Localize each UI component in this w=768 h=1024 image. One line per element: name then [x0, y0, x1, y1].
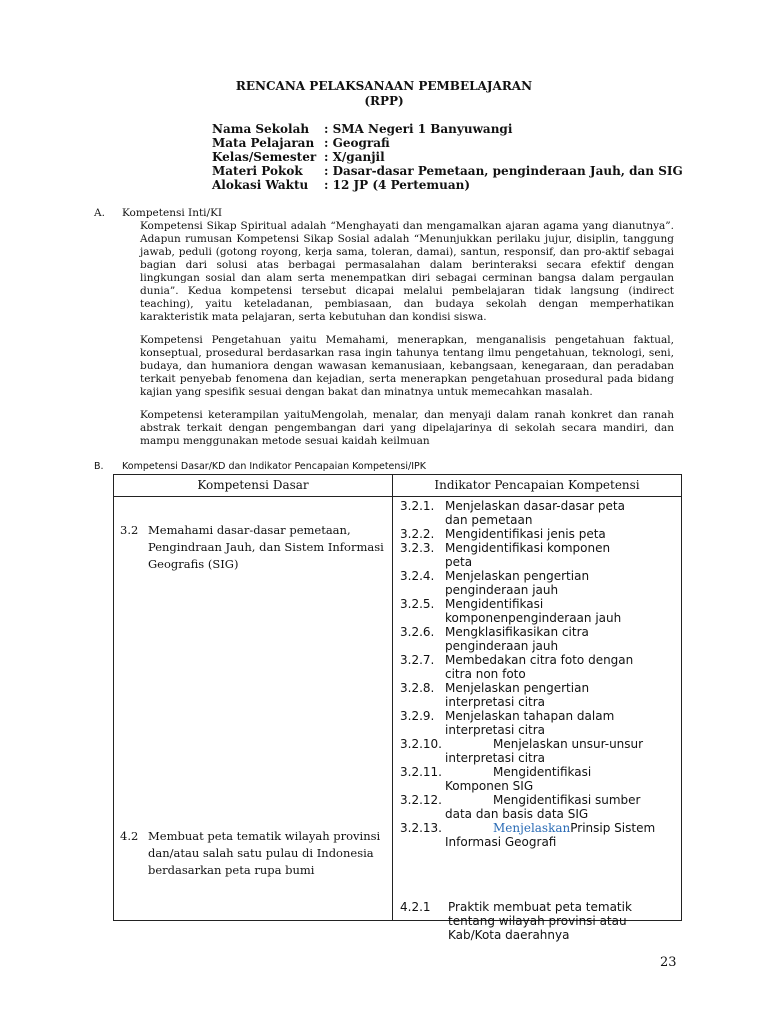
kd-number: 3.2	[120, 523, 139, 537]
ipk-text: Membedakan citra foto dengan	[445, 653, 634, 667]
ipk-number: 3.2.5.	[400, 597, 435, 611]
ipk-continuation: Komponen SIG	[445, 779, 534, 793]
ipk-item	[400, 569, 677, 583]
info-label: Materi Pokok	[212, 164, 303, 178]
ipk-text: Mengidentifikasi	[445, 597, 544, 611]
info-value: : Geografi	[324, 136, 390, 150]
section-b-marker: B.	[94, 461, 104, 472]
ipk-item	[400, 681, 677, 695]
ipk-number: 3.2.4.	[400, 569, 435, 583]
ipk-continuation: data dan basis data SIG	[445, 807, 589, 821]
ipk-link-text[interactable]: Menjelaskan	[493, 821, 571, 835]
table-header-row	[114, 475, 682, 497]
ipk-continuation: penginderaan jauh	[445, 639, 559, 653]
ipk-text: Mengidentifikasi sumber	[493, 793, 641, 807]
paragraph-keterampilan: Kompetensi keterampilan yaituMengolah, menalar, dan menyaji dalam ranah konkret dan ranah abstrak terkait dengan pengembangan dari yang dipelajarinya di sekolah secara mandiri, dan mampu menggunakan metode sesuai kaidah keilmuan	[140, 409, 674, 447]
ipk-item	[400, 653, 677, 667]
ipk-item	[400, 527, 677, 541]
kd-cell	[114, 497, 393, 921]
ipk-number: 3.2.2.	[400, 527, 435, 541]
ipk-item	[400, 709, 677, 723]
info-value: : Dasar-dasar Pemetaan, penginderaan Jauh, dan SIG	[324, 164, 683, 178]
ipk-item	[400, 821, 677, 835]
ipk-item	[400, 765, 677, 779]
paragraph-pengetahuan: Kompetensi Pengetahuan yaitu Memahami, menerapkan, menganalisis pengetahuan faktual, konseptual, prosedural berdasarkan rasa ingin tahunya tentang ilmu pengetahuan, teknologi, seni, budaya, dan humaniora dengan wawasan kemanusiaan, kebangsaan, kenegaraan, dan peradaban terkait penyebab fenomena dan kejadian, serta menerapkan pengetahuan prosedural pada bidang kajian yang spesifik sesuai dengan bakat dan minatnya untuk memecahkan masalah.	[140, 334, 674, 398]
ipk-continuation: interpretasi citra	[445, 695, 546, 709]
ipk-continuation: penginderaan jauh	[445, 583, 559, 597]
ipk-text: Mengklasifikasikan citra	[445, 625, 589, 639]
ipk-continuation: interpretasi citra	[445, 751, 546, 765]
ipk-number: 3.2.10.	[400, 737, 442, 751]
ipk-number: 3.2.3.	[400, 541, 435, 555]
kd-number: 4.2	[120, 829, 139, 843]
ipk-item-4-2-1	[400, 900, 677, 942]
document-subtitle: (RPP)	[364, 94, 404, 108]
kd-item	[120, 522, 384, 573]
ipk-item	[400, 625, 677, 639]
info-label: Nama Sekolah	[212, 122, 310, 136]
ipk-continuation: citra non foto	[445, 667, 526, 681]
column-header-kd: Kompetensi Dasar	[114, 475, 393, 497]
ipk-text: Menjelaskan pengertian	[445, 569, 590, 583]
ipk-number: 3.2.11.	[400, 765, 442, 779]
ipk-continuation: komponenpenginderaan jauh	[445, 611, 622, 625]
ipk-text: Mengidentifikasi komponen	[445, 541, 611, 555]
ipk-cell	[393, 497, 682, 942]
info-row-school	[212, 122, 683, 136]
ipk-list	[400, 499, 677, 849]
info-label: Mata Pelajaran	[212, 136, 315, 150]
info-value: : X/ganjil	[324, 150, 385, 164]
ipk-item	[400, 541, 677, 555]
ipk-text: Menjelaskan tahapan dalam	[445, 709, 615, 723]
school-info	[212, 122, 683, 192]
info-row-subject	[212, 136, 683, 150]
ipk-number: 3.2.13.	[400, 821, 442, 835]
ipk-item	[400, 737, 677, 751]
ipk-text: Menjelaskan dasar-dasar peta	[445, 499, 625, 513]
ipk-text: Menjelaskan unsur-unsur	[493, 737, 644, 751]
info-row-time	[212, 178, 683, 192]
ipk-number: 3.2.9.	[400, 709, 435, 723]
info-label: Kelas/Semester	[212, 150, 317, 164]
ipk-number: 4.2.1	[400, 900, 431, 914]
ipk-item	[400, 793, 677, 807]
info-value: : SMA Negeri 1 Banyuwangi	[324, 122, 513, 136]
ipk-text-rest: Prinsip Sistem	[570, 821, 656, 835]
ipk-item	[400, 499, 677, 513]
ipk-text: Praktik membuat peta tematik tentang wilayah provinsi atau Kab/Kota daerahnya	[448, 900, 632, 942]
column-header-ipk: Indikator Pencapaian Kompetensi	[393, 475, 682, 497]
document-title: RENCANA PELAKSANAAN PEMBELAJARAN	[235, 79, 533, 93]
info-value: : 12 JP (4 Pertemuan)	[324, 178, 471, 192]
ipk-text: Mengidentifikasi jenis peta	[445, 527, 606, 541]
ipk-number: 3.2.7.	[400, 653, 435, 667]
ipk-number: 3.2.1.	[400, 499, 435, 513]
info-row-class	[212, 150, 683, 164]
kd-text: Membuat peta tematik wilayah provinsi dan/atau salah satu pulau di Indonesia berdasarkan peta rupa bumi	[148, 829, 381, 877]
info-row-topic	[212, 164, 683, 178]
ipk-number: 3.2.12.	[400, 793, 442, 807]
ipk-number: 3.2.8.	[400, 681, 435, 695]
ipk-text	[445, 821, 677, 835]
paragraph-sikap: Kompetensi Sikap Spiritual adalah “Menghayati dan mengamalkan ajaran agama yang dianutnya”. Adapun rumusan Kompetensi Sikap Sosial adalah “Menunjukkan perilaku jujur, disiplin, tanggung jawab, peduli (gotong royong, kerja sama, toleran, damai), santun, responsif, dan pro-aktif sebagai bagian dari solusi atas berbagai permasalahan dalam berinteraksi secara efektif dengan lingkungan sosial dan alam serta menempatkan diri sebagai cerminan bangsa dalam pergaulan dunia”. Kedua kompetensi tersebut dicapai melalui pembelajaran tidak langsung (indirect teaching), yaitu keteladanan, pembiasaan, dan budaya sekolah dengan memperhatikan karakteristik mata pelajaran, serta kebutuhan dan kondisi siswa.	[140, 220, 674, 323]
section-a-heading: Kompetensi Inti/KI	[122, 207, 223, 219]
section-b-heading: Kompetensi Dasar/KD dan Indikator Pencapaian Kompetensi/IPK	[122, 461, 426, 472]
ipk-text: Mengidentifikasi	[493, 765, 592, 779]
table-row	[114, 497, 682, 921]
ipk-item	[400, 597, 677, 611]
info-label: Alokasi Waktu	[212, 178, 309, 192]
ipk-continuation: Informasi Geografi	[445, 835, 557, 849]
ipk-text: Menjelaskan pengertian	[445, 681, 590, 695]
competency-table	[113, 474, 682, 942]
ipk-continuation: peta	[445, 555, 473, 569]
ipk-continuation: dan pemetaan	[445, 513, 533, 527]
ipk-number: 3.2.6.	[400, 625, 435, 639]
page-number: 23	[660, 955, 677, 970]
ipk-continuation: interpretasi citra	[445, 723, 546, 737]
kd-text: Memahami dasar-dasar pemetaan, Pengindraan Jauh, dan Sistem Informasi Geografis (SIG)	[148, 523, 384, 571]
kd-item	[120, 828, 384, 879]
section-a-marker: A.	[94, 207, 105, 219]
